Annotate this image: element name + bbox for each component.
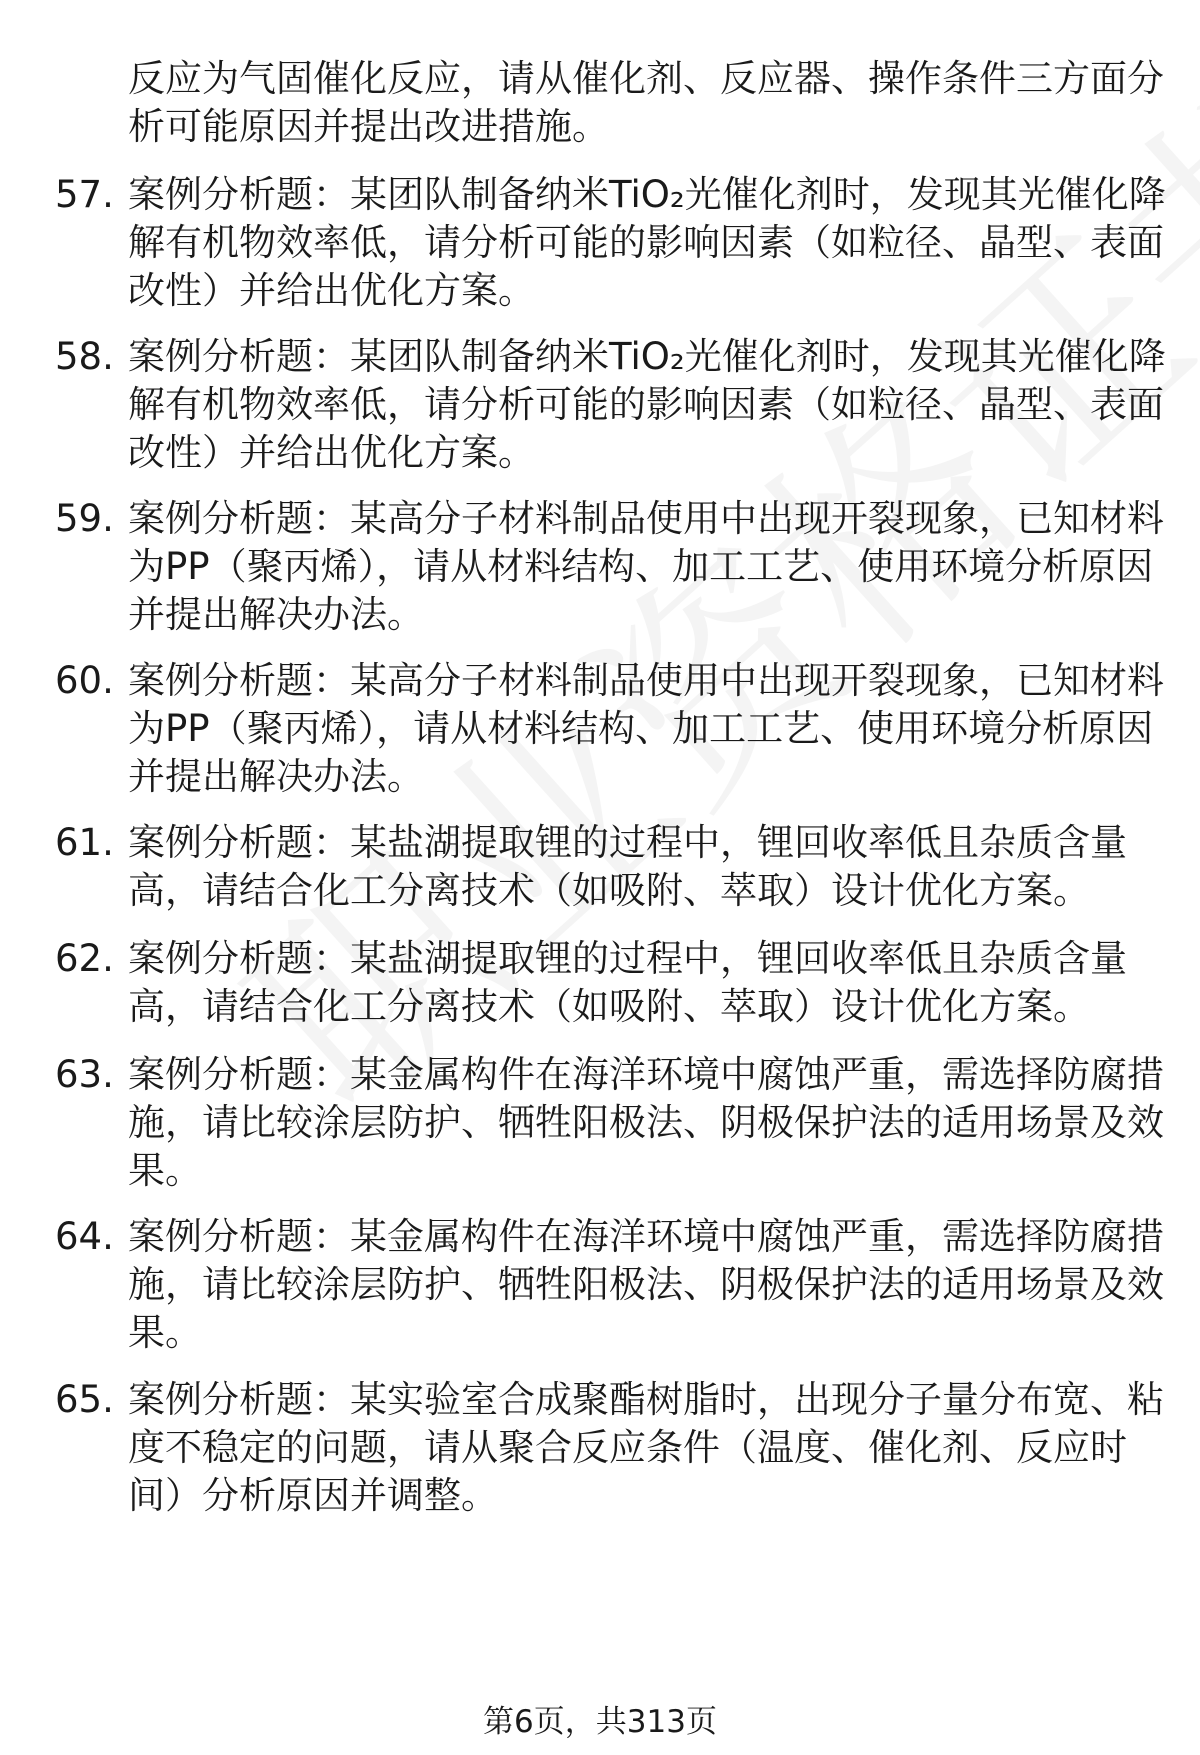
question-number: 57. <box>55 173 114 216</box>
text-line: 施，请比较涂层防护、牺牲阳极法、阴极保护法的适用场景及效 <box>128 1263 1164 1306</box>
question-number: 65. <box>55 1378 114 1421</box>
text-line: 案例分析题：某盐湖提取锂的过程中，锂回收率低且杂质含量 <box>128 821 1127 864</box>
question-number: 62. <box>55 937 114 980</box>
text-line: 解有机物效率低，请分析可能的影响因素（如粒径、晶型、表面 <box>128 383 1164 426</box>
question-text <box>128 171 1166 315</box>
text-line: 案例分析题：某实验室合成聚酯树脂时，出现分子量分布宽、粘 <box>128 1378 1164 1421</box>
text-line: 间）分析原因并调整。 <box>128 1474 498 1517</box>
question-text <box>128 657 1164 801</box>
question-number: 61. <box>55 821 114 864</box>
text-line: 案例分析题：某金属构件在海洋环境中腐蚀严重，需选择防腐措 <box>128 1215 1164 1258</box>
question-number: 63. <box>55 1053 114 1096</box>
text-line: 高，请结合化工分离技术（如吸附、萃取）设计优化方案。 <box>128 869 1090 912</box>
text-line: 解有机物效率低，请分析可能的影响因素（如粒径、晶型、表面 <box>128 221 1164 264</box>
question-text <box>128 495 1164 639</box>
text-line: 改性）并给出优化方案。 <box>128 269 535 312</box>
text-line: 度不稳定的问题，请从聚合反应条件（温度、催化剂、反应时 <box>128 1426 1127 1469</box>
text-line: 并提出解决办法。 <box>128 755 424 798</box>
text-line: 案例分析题：某高分子材料制品使用中出现开裂现象，已知材料 <box>128 497 1164 540</box>
question-number: 59. <box>55 497 114 540</box>
text-line: 并提出解决办法。 <box>128 593 424 636</box>
text-line: 反应为气固催化反应，请从催化剂、反应器、操作条件三方面分 <box>128 57 1164 100</box>
text-line: 案例分析题：某团队制备纳米TiO₂光催化剂时，发现其光催化降 <box>128 173 1166 216</box>
text-line: 案例分析题：某金属构件在海洋环境中腐蚀严重，需选择防腐措 <box>128 1053 1164 1096</box>
text-line: 为PP（聚丙烯），请从材料结构、加工工艺、使用环境分析原因 <box>128 545 1154 588</box>
question-text <box>128 1213 1164 1357</box>
text-line: 改性）并给出优化方案。 <box>128 431 535 474</box>
question-number: 60. <box>55 659 114 702</box>
question-text <box>128 1376 1164 1520</box>
text-line: 案例分析题：某高分子材料制品使用中出现开裂现象，已知材料 <box>128 659 1164 702</box>
question-text <box>128 935 1158 1031</box>
text-line: 高，请结合化工分离技术（如吸附、萃取）设计优化方案。 <box>128 985 1090 1028</box>
text-line: 为PP（聚丙烯），请从材料结构、加工工艺、使用环境分析原因 <box>128 707 1154 750</box>
question-text <box>128 333 1166 477</box>
question-text <box>128 1051 1164 1195</box>
text-line: 案例分析题：某盐湖提取锂的过程中，锂回收率低且杂质含量 <box>128 937 1127 980</box>
question-number: 64. <box>55 1215 114 1258</box>
text-line: 析可能原因并提出改进措施。 <box>128 105 609 148</box>
text-line: 果。 <box>128 1311 202 1354</box>
page-footer: 第6页，共313页 <box>483 1704 717 1740</box>
text-line: 果。 <box>128 1149 202 1192</box>
question-number: 58. <box>55 335 114 378</box>
continuation-text <box>128 55 1164 151</box>
text-line: 案例分析题：某团队制备纳米TiO₂光催化剂时，发现其光催化降 <box>128 335 1166 378</box>
text-line: 施，请比较涂层防护、牺牲阳极法、阴极保护法的适用场景及效 <box>128 1101 1164 1144</box>
question-text <box>128 819 1158 915</box>
